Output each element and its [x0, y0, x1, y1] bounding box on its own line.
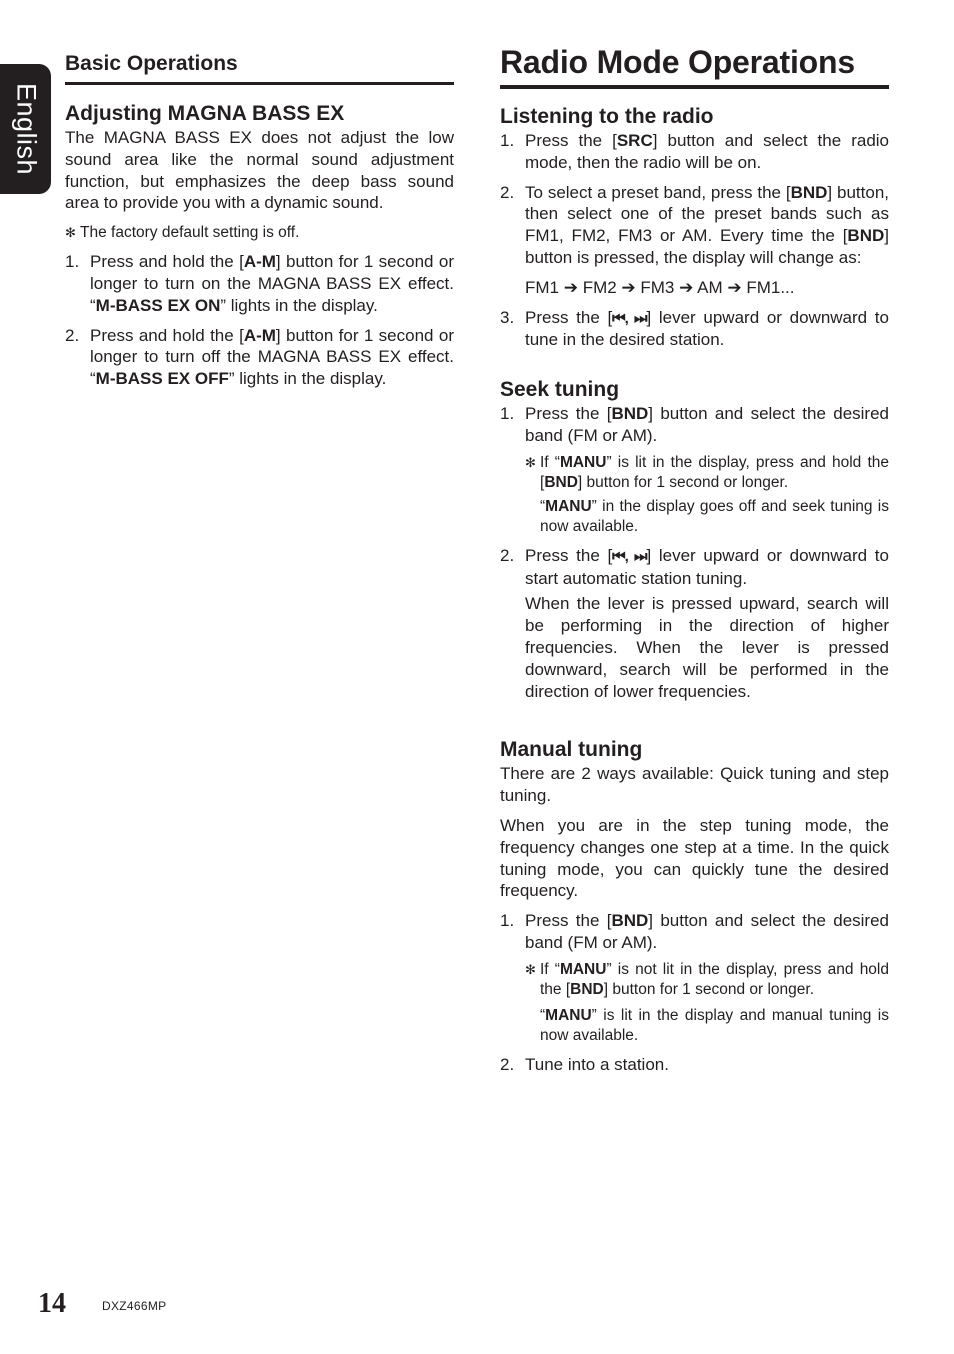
manual-heading: Manual tuning — [500, 738, 643, 762]
model-number: DXZ466MP — [102, 1299, 167, 1313]
seek-direction-text: When the lever is pressed upward, search will be performing in the direction of higher frequencies. When the lever is pressed downward, search will be performed in the direction of lower frequencies. — [525, 594, 889, 701]
right-column — [500, 44, 889, 1076]
list-item: 3. Press the [⏮, ⏭] lever upward or downward to tune in the desired station. — [500, 307, 889, 350]
listening-steps — [500, 130, 889, 351]
listening-heading: Listening to the radio — [500, 105, 714, 128]
manu-note-continued: “MANU” is lit in the display and manual tuning is now available. — [540, 1006, 889, 1044]
manual-description: When you are in the step tuning mode, the frequency changes one step at a time. In the quick tuning mode, you can quickly tune the desired frequency. — [500, 815, 889, 901]
seek-steps — [500, 403, 889, 702]
asterisk-icon: ✻ — [525, 454, 536, 470]
seek-heading: Seek tuning — [500, 378, 620, 402]
page-title: Radio Mode Operations — [500, 44, 889, 89]
page-number: 14 — [38, 1288, 66, 1319]
section-label: Basic Operations — [65, 52, 454, 85]
magna-bass-intro: The MAGNA BASS EX does not adjust the low sound area like the normal sound adjustment function, but emphasizes the deep bass sound area to provide you with a dynamic sound. — [65, 128, 454, 213]
list-item: 1. Press and hold the [A-M] button for 1 second or longer to turn on the MAGNA BASS EX effect. “M-BASS EX ON” lights in the display. — [65, 252, 454, 315]
language-tab — [0, 64, 51, 194]
factory-default-note: ✻ The factory default setting is off. — [65, 224, 300, 242]
track-skip-icon: ⏮, ⏭ — [612, 309, 647, 327]
asterisk-icon: ✻ — [525, 961, 536, 977]
manual-steps — [500, 910, 889, 1075]
track-skip-icon: ⏮, ⏭ — [612, 547, 647, 565]
magna-bass-steps — [65, 251, 454, 390]
list-item: 1. Press the [BND] button and select the desired band (FM or AM). ✻ If “MANU” is lit in the display, press and hold the [BND] button for 1 second or longer. “MANU” in the display goes off and seek tuning is now available. — [500, 404, 889, 535]
list-item: 2. Tune into a station. — [500, 1054, 669, 1074]
list-item: 2. Press and hold the [A-M] button for 1 second or longer to turn off the MAGNA BASS EX effect. “M-BASS EX OFF” lights in the display. — [65, 325, 454, 389]
manual-intro: There are 2 ways available: Quick tuning and step tuning. — [500, 764, 889, 806]
band-sequence: FM1 ➔ FM2 ➔ FM3 ➔ AM ➔ FM1... — [525, 277, 795, 297]
magna-bass-heading: Adjusting MAGNA BASS EX — [65, 102, 345, 125]
list-item: 1. Press the [SRC] button and select the radio mode, then the radio will be on. — [500, 131, 890, 172]
list-item: 2. Press the [⏮, ⏭] lever upward or downward to start automatic station tuning. When the lever is pressed upward, search will be performing in the direction of higher frequencies. When the lever is pressed downward, search will be performed in the direction of lower frequencies. — [500, 545, 889, 701]
manu-note: ✻ If “MANU” is not lit in the display, press and hold the [BND] button for 1 second or longer. — [525, 960, 889, 998]
list-item: 2. To select a preset band, press the [BND] button, then select one of the preset bands such as FM1, FM2, FM3 or AM. Every time the [BND] button is pressed, the display will change as: FM1 ➔ FM2 ➔ FM3 ➔ AM ➔ FM1... — [500, 182, 889, 297]
manu-note-continued: “MANU” in the display goes off and seek tuning is now available. — [540, 497, 889, 535]
manu-note: ✻ If “MANU” is lit in the display, press and hold the [BND] button for 1 second or longer. — [525, 453, 889, 491]
list-item: 1. Press the [BND] button and select the desired band (FM or AM). ✻ If “MANU” is not lit in the display, press and hold the [BND] button for 1 second or longer. “MANU” is lit in the display and manual tuning is now available. — [500, 911, 889, 1044]
language-tab-label: English — [11, 82, 41, 176]
asterisk-icon: ✻ — [65, 225, 76, 241]
left-column — [65, 52, 454, 390]
